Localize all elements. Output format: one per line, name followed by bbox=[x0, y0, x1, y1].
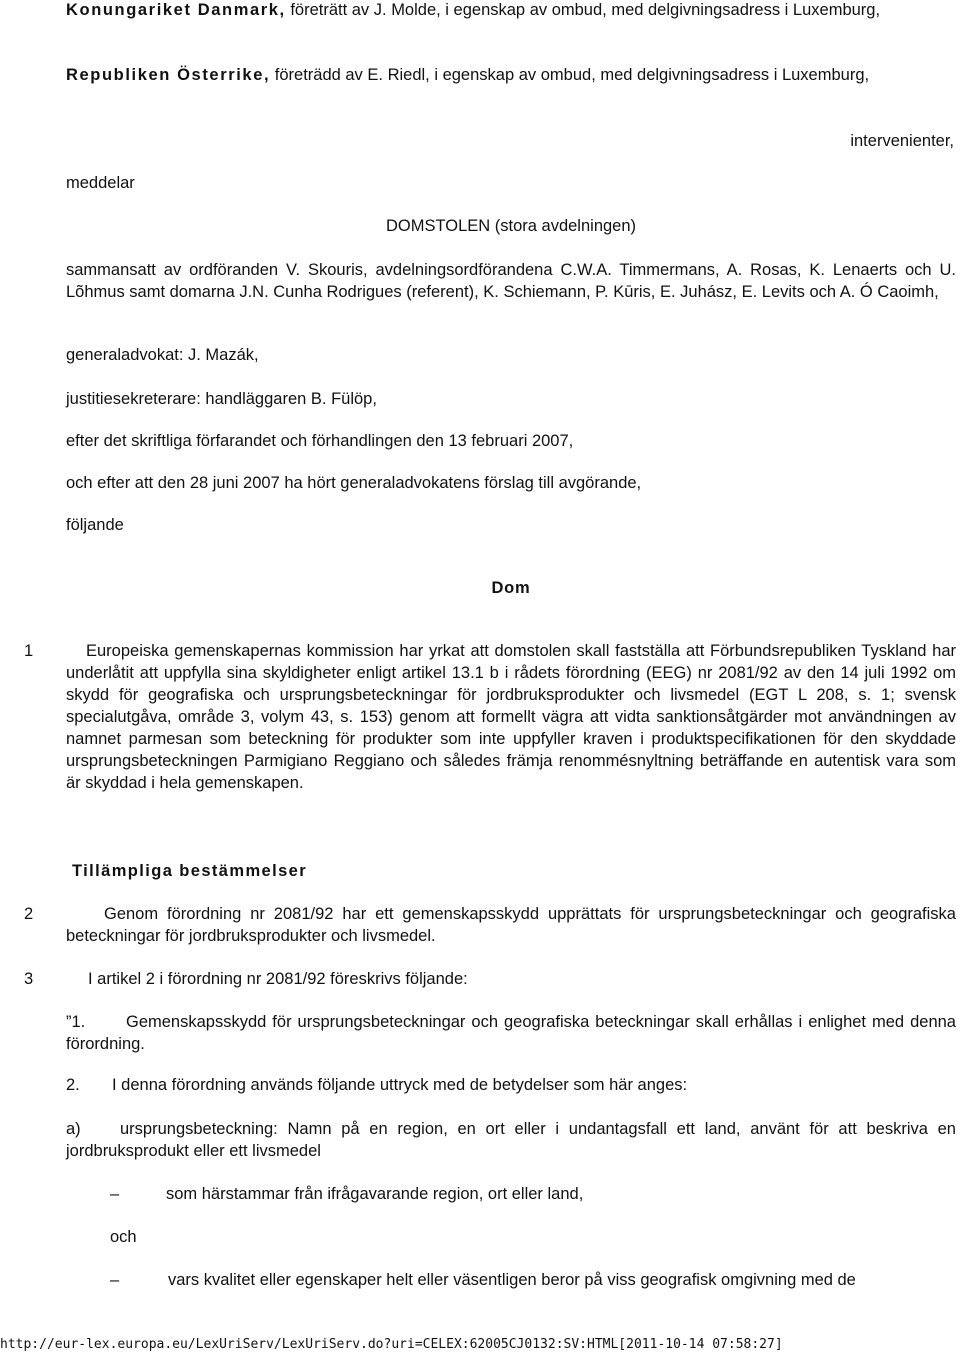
dash-bullet: – bbox=[110, 1271, 120, 1289]
party-austria bbox=[66, 64, 956, 86]
criterion-1: som härstammar från ifrågavarande region, ort eller land, bbox=[166, 1185, 584, 1203]
paragraph-number: 3 bbox=[24, 970, 34, 988]
party-name: Republiken Österrike, bbox=[66, 66, 271, 84]
opinion-line: och efter att den 28 juni 2007 ha hört generaladvokatens förslag till avgörande, bbox=[66, 474, 642, 492]
party-details: företrädd av E. Riedl, i egenskap av ombud, med delgivningsadress i Luxemburg, bbox=[270, 66, 870, 84]
meddelar-label: meddelar bbox=[66, 174, 135, 192]
party-details: företrätt av J. Molde, i egenskap av ombud, med delgivningsadress i Luxemburg, bbox=[285, 1, 881, 19]
procedure-line: efter det skriftliga förfarandet och förhandlingen den 13 februari 2007, bbox=[66, 432, 574, 450]
paragraph-number: 2 bbox=[24, 905, 34, 923]
foljande-label: följande bbox=[66, 516, 124, 534]
definition-text: ursprungsbeteckning: Namn på en region, en ort eller i undantagsfall ett land, använt för att beskriva en jordbruksprodukt eller ett livsmedel bbox=[66, 1120, 956, 1160]
quote-item-number: ”1. bbox=[66, 1013, 86, 1031]
court-composition: sammansatt av ordföranden V. Skouris, avdelningsordförandena C.W.A. Timmermans, A. Rosas, K. Lenaerts och U. Lõhmus samt domarna J.N. Cunha Rodrigues (referent), K. Schiemann, P. Kūris, E. Juhász, E. Levits och A. Ó Caoimh, bbox=[66, 261, 956, 301]
quote-item-text: I denna förordning används följande uttryck med de betydelser som här anges: bbox=[112, 1076, 688, 1094]
paragraph-2: Genom förordning nr 2081/92 har ett gemenskapsskydd upprättats för ursprungsbeteckningar och geografiska beteckningar för jordbruksprodukter och livsmedel. bbox=[66, 905, 956, 945]
quote-item-1 bbox=[66, 1011, 956, 1055]
section-heading: Tillämpliga bestämmelser bbox=[72, 862, 308, 880]
party-name: Konungariket Danmark, bbox=[66, 1, 286, 19]
definition-a bbox=[66, 1118, 956, 1162]
och-connector: och bbox=[110, 1228, 137, 1246]
paragraph-3: I artikel 2 i förordning nr 2081/92 föreskrivs följande: bbox=[88, 970, 468, 988]
quote-item-number: 2. bbox=[66, 1076, 80, 1094]
court-title: DOMSTOLEN (stora avdelningen) bbox=[385, 217, 637, 235]
paragraph-1: Europeiska gemenskapernas kommission har yrkat att domstolen skall fastställa att Förbundsrepubliken Tyskland har underlåtit att uppfylla sina skyldigheter enligt artikel 13.1 b i rådets förordning (EEG) nr 2081/92 av den 14 juli 1992 om skydd för geografiska och ursprungsbeteckningar för jordbruksprodukter och livsmedel (EGT L 208, s. 1; svensk specialutgåva, område 3, volym 43, s. 153) genom att formellt vägra att vidta sanktionsåtgärder mot användningen av namnet parmesan som beteckning för produkter som inte uppfyller kraven i produktspecifikationen för den skyddade ursprungsbeteckningen Parmigiano Reggiano och således främja renommésnyltning beträffande en autentisk vara som är skyddad i hela gemenskapen. bbox=[66, 642, 956, 792]
party-denmark bbox=[66, 0, 956, 21]
advocate-general: generaladvokat: J. Mazák, bbox=[66, 346, 259, 364]
intervenienter-label: intervenienter, bbox=[850, 132, 954, 150]
registrar: justitiesekreterare: handläggaren B. Fülöp, bbox=[66, 390, 377, 408]
paragraph-number: 1 bbox=[24, 642, 34, 660]
quote-item-text: Gemenskapsskydd för ursprungsbeteckningar och geografiska beteckningar skall erhållas i enlighet med denna förordning. bbox=[66, 1013, 956, 1053]
footer-url: http://eur-lex.europa.eu/LexUriServ/LexUriServ.do?uri=CELEX:62005CJ0132:SV:HTML[2011-10-14 07:58:27] bbox=[0, 1337, 783, 1352]
quote-item-2 bbox=[66, 1074, 956, 1096]
criterion-2: vars kvalitet eller egenskaper helt eller väsentligen beror på viss geografisk omgivning med de bbox=[168, 1271, 856, 1289]
dash-bullet: – bbox=[110, 1185, 120, 1203]
judgment-title: Dom bbox=[491, 579, 531, 597]
definition-label: a) bbox=[66, 1120, 81, 1138]
